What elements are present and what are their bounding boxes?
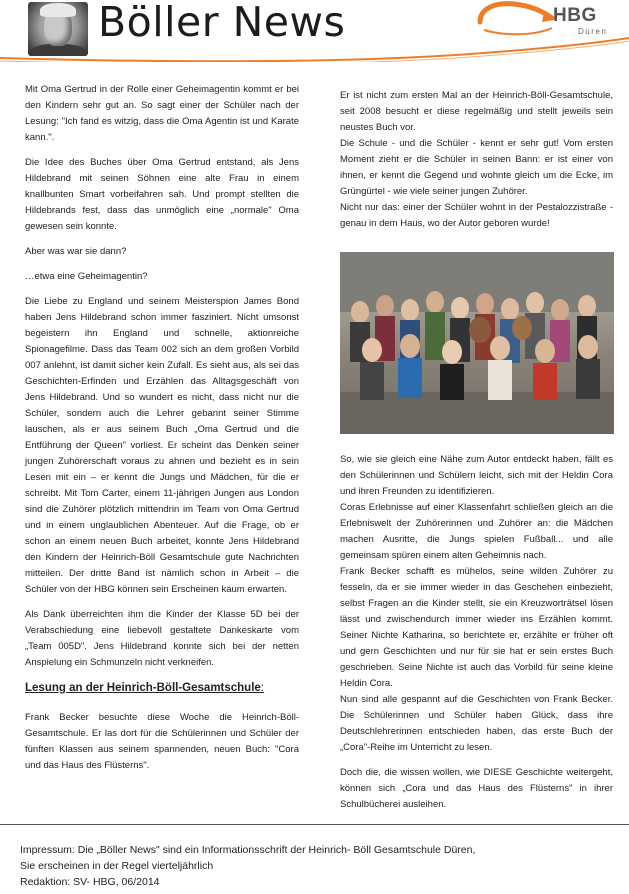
paragraph: Doch die, die wissen wollen, wie DIESE Geschichte weitergeht, können sich „Cora und das Haus des Flüsterns" in ihrer Schulbücherei ausleihen.: [340, 767, 613, 810]
paragraph: Coras Erlebnisse auf einer Klassenfahrt schließen gleich an die Erlebniswelt der Zuhörerinnen und Zuhörer an: die Mädchen machen Ausritte, die Jungs spielen Fußball... und alle gemeinsam spüren einem alten Geheimnis nach.: [340, 502, 613, 561]
imprint-line: Sie erscheinen in der Regel vierteljährlich: [20, 860, 214, 872]
footer-divider: [0, 824, 629, 825]
paragraph: Nun sind alle gespannt auf die Geschichten von Frank Becker. Die Schülerinnen und Schüler haben Glück, dass ihre Deutschlehrerinnen entschieden haben, das erste Buch der „Cora"-Reihe im Unterricht zu lesen.: [340, 694, 613, 753]
paragraph: …etwa eine Geheimagentin?: [25, 271, 148, 282]
imprint-line: Impressum: Die „Böller News" sind ein Informationsschrift der Heinrich- Böll Gesamtschule Düren,: [20, 844, 476, 856]
right-column: [340, 88, 613, 822]
paragraph: Mit Oma Gertrud in der Rolle einer Geheimagentin kommt er bei den Kindern sehr gut an. So sagt einer der Schüler nach der Lesung: "Ich fand es witzig, dass die Oma Agentin ist und Karate kann.".: [25, 84, 299, 143]
paragraph: Die Liebe zu England und seinem Meisterspion James Bond haben Jens Hildebrand schon immer fasziniert. Nicht umsonst begeistern ihn England und schnelle, aktionreiche Spionagefilme. Dass das Team 002 sich an dem großen Vorbild 007 anlehnt, ist damit sicher kein Zufall. Es sieht aus, als sei das Geschichten-Erfinden und Erzählen das Alltagsgeschäft von Jens Hildebrand. Und so wundert es nicht, dass nicht nur die Schüler, sondern auch die Lehrer gebannt seiner Stimme lauschen, als er aus seinem Buch „Oma Gertrud und die Entführung der Queen" vorliest. Er scheint das Denken seiner jungen Zuhörerschaft voraus zu ahnen und bezieht es in sein Lesen mit ein – er kennt die Jungs und Mädchen, für die er schreibt. Mit Tom Carter, einem 11-jährigen Jungen aus London sind die Zuhörer plötzlich mittendrin im Team von Oma Gertrud und in einem unglaublichen Abenteuer. Auf die Frage, ob er schon an einem neuen Buch arbeitet, konnte Jens Hildebrand den Kindern der Heinrich-Böll Gesamtschule gute Nachrichten mitteilen. Der dritte Band ist nämlich schon in Arbeit – die Schüler von der HBG können sein Erscheinen kaum erwarten.: [25, 296, 299, 595]
imprint-line: Redaktion: SV- HBG, 06/2014: [20, 876, 160, 888]
paragraph: Frank Becker besuchte diese Woche die Heinrich-Böll-Gesamtschule. Er las dort für die Schülerinnen und Schüler der fünften Klassen aus seinem spannenden, neuen Buch: "Cora und das Haus des Flüsterns".: [25, 712, 299, 771]
logo-text: HBG: [553, 5, 597, 26]
imprint-footer: [20, 842, 475, 890]
newsletter-title: Böller News: [98, 0, 346, 46]
paragraph: So, wie sie gleich eine Nähe zum Autor entdeckt haben, fällt es den Schülerinnen und Schülern leicht, sich mit der Heldin Cora und ihren Freunden zu identifizieren.: [340, 454, 613, 497]
paragraph: Die Idee des Buches über Oma Gertrud entstand, als Jens Hildebrand mit seinen Söhnen eine alte Frau in einem knallbunten Smart vorbeifahren sah. Und prompt stellten die Hildebrands fest, dass das unmöglich eine „normale" Oma gewesen sein konnte.: [25, 157, 299, 232]
paragraph: Nicht nur das: einer der Schüler wohnt in der Pestalozzistraße - genau in dem Haus, wo der Autor geboren wurde!: [340, 202, 613, 229]
logo-subtext: Düren: [578, 27, 608, 36]
paragraph: Als Dank überreichten ihm die Kinder der Klasse 5D bei der Verabschiedung eine liebevoll gestaltete Dankeskarte vom „Team 005D". Jens Hildebrand konnte sich bei der netten Anspielung ein Schmunzeln nicht verkneifen.: [25, 609, 299, 668]
group-photo-image: [340, 252, 614, 434]
left-column: [25, 82, 299, 783]
paragraph: Er ist nicht zum ersten Mal an der Heinrich-Böll-Gesamtschule, seit 2008 besucht er diese regelmäßig und stellt jeweils sein neustes Buch vor.: [340, 90, 613, 133]
section-heading-colon: :: [260, 682, 265, 694]
paragraph: Aber was war sie dann?: [25, 246, 127, 257]
paragraph: Die Schule - und die Schüler - kennt er sehr gut! Vom ersten Moment zieht er die Schüler in seinen Bann: er ist einer von ihnen, er kennt die Gegend und wohnte gleich um die Ecke, im Grüngürtel - wie viele seiner jungen Zuhörer.: [340, 138, 613, 197]
section-heading-text: Lesung an der Heinrich-Böll-Gesamtschule: [25, 682, 261, 694]
page-header: [0, 0, 629, 62]
section-heading: [25, 680, 299, 696]
paragraph: Frank Becker schafft es mühelos, seine wilden Zuhörer zu fesseln, da er sie immer wieder in das Geschehen einbezieht, selbst Fragen an die Kinder stellt, sie ein Kreuzworträtsel lösen lässt und zwischendurch immer wieder ins Erzählen kommt. Seiner Nichte Katharina, so berichtete er, erzählte er früher oft und gern Geschichten und nur für sie hat er sein erstes Buch geschrieben. Seine Nichte ist auch das Vorbild für seine kleine Heldin Cora.: [340, 566, 613, 689]
